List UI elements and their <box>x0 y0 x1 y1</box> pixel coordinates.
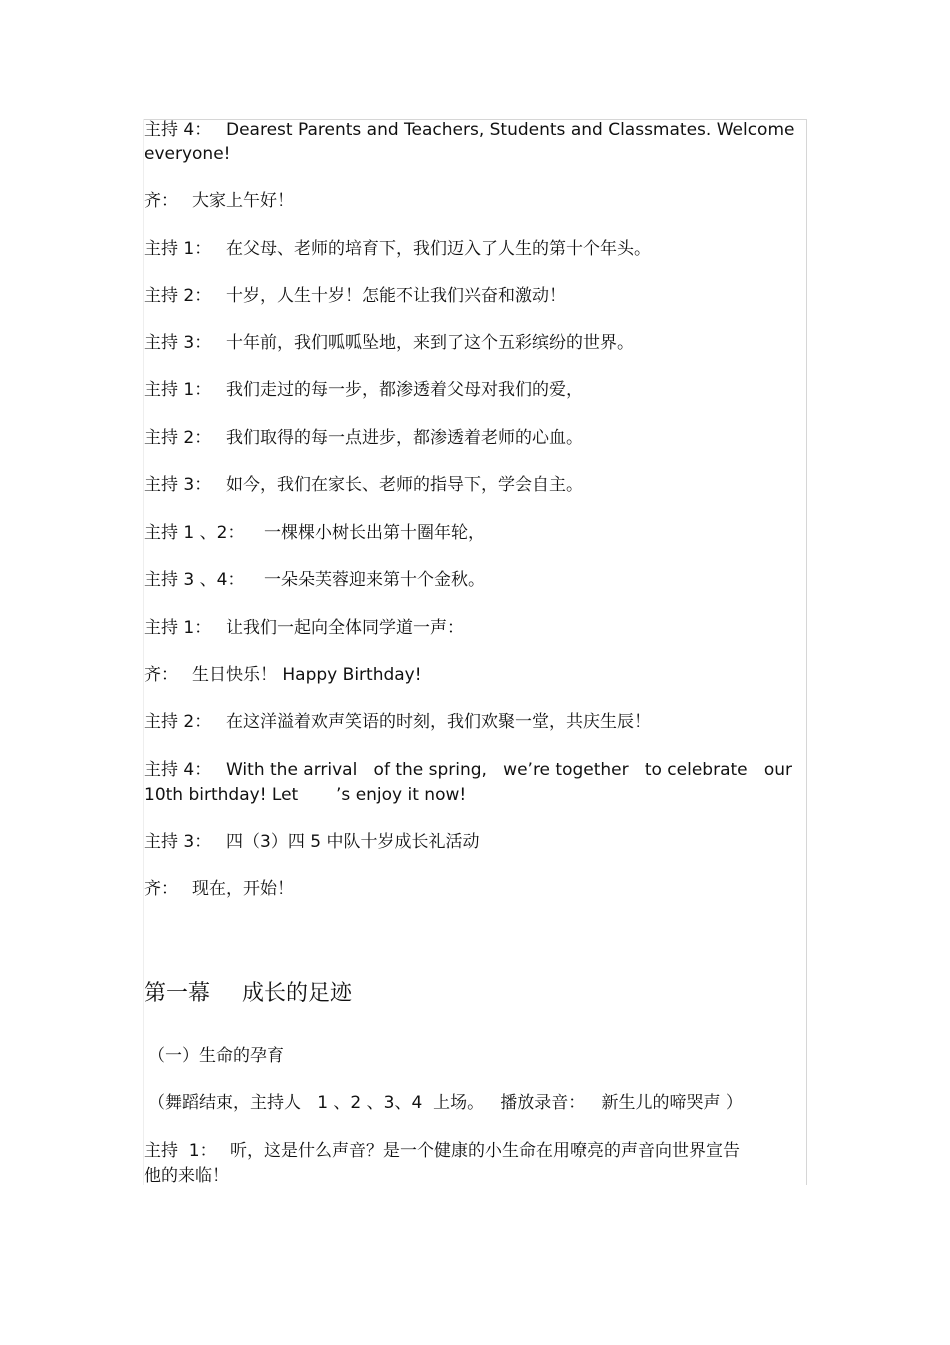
speaker-label: 主持 3 、4： <box>144 570 245 590</box>
speaker-label: 主持 1： <box>144 1141 217 1161</box>
script-line <box>144 237 806 261</box>
speaker-label: 主持 3： <box>144 832 212 852</box>
page-frame-right <box>806 119 807 1185</box>
speaker-label: 主持 4： <box>144 120 212 140</box>
line-text: 在父母、老师的培育下，我们迈入了人生的第十个年头。 <box>226 239 651 259</box>
script-line <box>144 1164 806 1188</box>
script-line <box>144 783 806 807</box>
line-text: 现在，开始！ <box>192 879 294 899</box>
script-line <box>144 118 806 142</box>
line-text: Dearest Parents and Teachers, Students and Classmates. Welcome <box>226 120 795 140</box>
line-text: 四（3）四 5 中队十岁成长礼活动 <box>226 832 480 852</box>
line-text: 他的来临！ <box>144 1166 229 1186</box>
line-text: 如今，我们在家长、老师的指导下，学会自主。 <box>226 475 583 495</box>
section-heading <box>148 1044 810 1068</box>
line-text: 十年前，我们呱呱坠地，来到了这个五彩缤纷的世界。 <box>226 333 634 353</box>
line-text: 10th birthday! Let ’s enjoy it now! <box>144 785 467 805</box>
line-text: everyone! <box>144 144 231 164</box>
script-line <box>144 521 806 545</box>
speaker-label: 主持 3： <box>144 333 212 353</box>
line-text: 我们走过的每一步，都渗透着父母对我们的爱， <box>226 380 583 400</box>
line-text: 听，这是什么声音？是一个健康的小生命在用嘹亮的声音向世界宣告 <box>230 1141 740 1161</box>
speaker-label: 主持 3： <box>144 475 212 495</box>
script-line <box>144 758 806 782</box>
line-text: 生日快乐！ Happy Birthday! <box>192 665 422 685</box>
script-line <box>144 378 806 402</box>
speaker-label: 主持 1 、2： <box>144 523 245 543</box>
stage-direction-text: （舞蹈结束，主持人 1 、2 、3、4 上场。 播放录音： 新生儿的啼哭声 ） <box>148 1093 743 1113</box>
script-line <box>144 568 806 592</box>
line-text: 一朵朵芙蓉迎来第十个金秋。 <box>264 570 485 590</box>
page-frame-left <box>143 119 144 1185</box>
line-text: 我们取得的每一点进步，都渗透着老师的心血。 <box>226 428 583 448</box>
script-line <box>144 830 806 854</box>
act-heading <box>144 980 806 1008</box>
stage-direction <box>148 1091 810 1115</box>
script-line <box>144 284 806 308</box>
speaker-label: 主持 4： <box>144 760 212 780</box>
script-line <box>144 710 806 734</box>
line-text: 大家上午好！ <box>192 191 294 211</box>
script-line <box>144 142 806 166</box>
section-title: （一）生命的孕育 <box>148 1046 284 1066</box>
speaker-label: 主持 2： <box>144 286 212 306</box>
act-title: 成长的足迹 <box>242 981 353 1006</box>
line-text: 十岁，人生十岁！怎能不让我们兴奋和激动！ <box>226 286 566 306</box>
script-line <box>144 877 806 901</box>
speaker-label: 主持 2： <box>144 712 212 732</box>
line-text: With the arrival of the spring, we’re together to celebrate our <box>226 760 792 780</box>
line-text: 在这洋溢着欢声笑语的时刻，我们欢聚一堂，共庆生辰！ <box>226 712 651 732</box>
line-text: 让我们一起向全体同学道一声： <box>226 618 464 638</box>
speaker-label: 齐： <box>144 879 178 899</box>
script-line <box>144 189 806 213</box>
script-line <box>144 473 806 497</box>
act-number: 第一幕 <box>144 981 211 1006</box>
script-line <box>144 426 806 450</box>
speaker-label: 齐： <box>144 665 178 685</box>
speaker-label: 齐： <box>144 191 178 211</box>
speaker-label: 主持 1： <box>144 618 212 638</box>
script-line <box>144 331 806 355</box>
script-line <box>144 1139 806 1163</box>
script-line <box>144 663 806 687</box>
line-text: 一棵棵小树长出第十圈年轮， <box>264 523 485 543</box>
speaker-label: 主持 1： <box>144 380 212 400</box>
speaker-label: 主持 2： <box>144 428 212 448</box>
speaker-label: 主持 1： <box>144 239 212 259</box>
script-line <box>144 616 806 640</box>
